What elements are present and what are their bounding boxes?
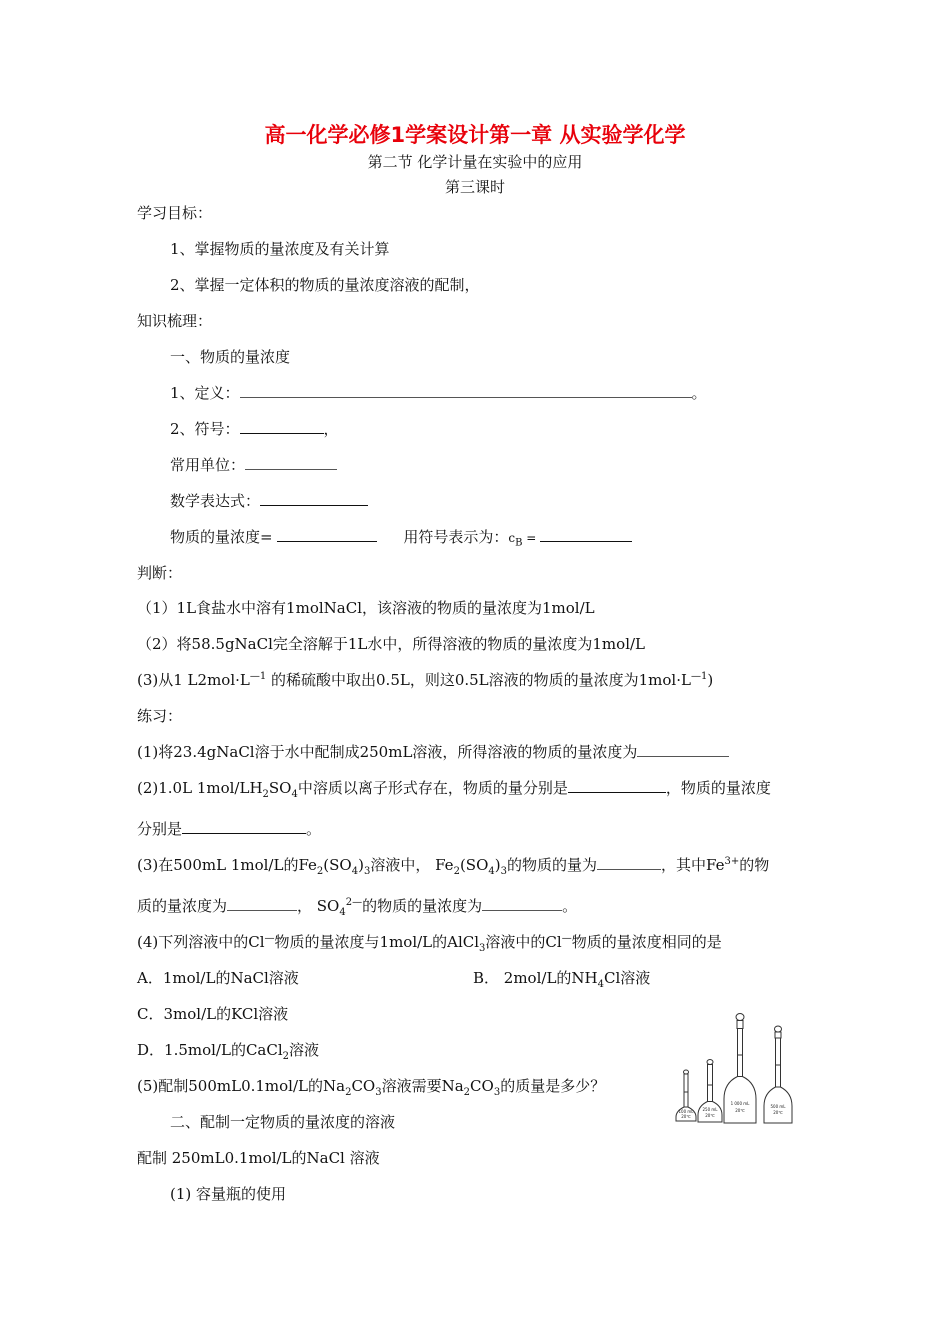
subsection-1-title: 一、物质的量浓度 <box>170 348 291 366</box>
symbol-line <box>170 418 339 440</box>
option-d[interactable]: D．1.5mol/L的CaCl$_2$溶液 <box>137 1041 320 1062</box>
expression-line <box>170 490 368 512</box>
goals-heading: 学习目标： <box>137 204 213 222</box>
practice-item-4: (4)下列溶液中的Cl—物质的量浓度与1mol/L的AlCl$_3$溶液中的Cl—物质的量浓度相同的是 <box>137 933 722 954</box>
cb-blank[interactable] <box>540 526 632 542</box>
flask-100ml-temp: 20℃ <box>681 1114 691 1119</box>
practice-item-5: (5)配制500mL0.1mol/L的$Na_2CO_3$溶液需要$Na_2CO_3$的质量是多少？ <box>137 1077 606 1098</box>
flask-250ml-temp: 20℃ <box>705 1113 715 1118</box>
prep-task: 配制 250mL0.1mol/L的NaCl 溶液 <box>137 1149 380 1167</box>
concentration-line <box>170 526 632 549</box>
practice-item-3-cont: 质的量浓度为 ， $SO_4^{2—}$的物质的量浓度为 。 <box>137 897 578 918</box>
symbol-blank[interactable] <box>240 418 324 434</box>
expression-blank[interactable] <box>260 490 368 506</box>
practice-heading: 练习： <box>137 707 183 725</box>
practice-item-3: (3)在500mL 1mol/L的$Fe_2(SO_4)_3$溶液中， $Fe_2(SO_4)_3$的物质的量为 ，其中$Fe^{3+}$的物 <box>137 856 770 877</box>
judge-item-3: (3)从1 $L2mol\cdot L^{—1}$ 的稀硫酸中取出0.5L，则这0.5L溶液的物质的量浓度为$1mol\cdot L^{—1}$) <box>137 671 714 689</box>
cb-symbol: $c_B$ = <box>508 531 541 549</box>
practice-3-blank-a[interactable] <box>597 854 661 870</box>
practice-item-2: (2)1.0L $1mol/LH_2SO_4$中溶质以离子形式存在，物质的量分别是 ，物质的量浓度 <box>137 779 771 800</box>
concentration-symbol-label: 用符号表示为： <box>403 528 509 546</box>
practice-3-blank-b[interactable] <box>227 895 297 911</box>
unit-blank[interactable] <box>245 454 337 470</box>
practice-item-2-cont: 分别是 。 <box>137 820 322 838</box>
practice-1-blank[interactable] <box>637 741 729 757</box>
judge-item-1: （1）1L食盐水中溶有1molNaCl，该溶液的物质的量浓度为1mol/L <box>137 599 595 617</box>
symbol-end: ， <box>323 420 339 438</box>
goal-item-1: 1、掌握物质的量浓度及有关计算 <box>170 240 390 258</box>
definition-end: 。 <box>691 384 707 402</box>
prep-step-1: (1) 容量瓶的使用 <box>170 1185 287 1203</box>
flask-1000ml-volume: 1 000 mL <box>730 1101 750 1106</box>
definition-line <box>170 382 707 404</box>
flask-500ml-temp: 20℃ <box>773 1110 783 1115</box>
symbol-label: 2、符号： <box>170 420 240 438</box>
flask-1000ml-temp: 20℃ <box>735 1108 745 1113</box>
definition-blank[interactable] <box>240 382 692 398</box>
option-a[interactable]: A．1mol/L的NaCl溶液 <box>137 969 299 987</box>
judge-item-2: （2）将58.5gNaCl完全溶解于1L水中，所得溶液的物质的量浓度为1mol/L <box>137 635 646 653</box>
option-c[interactable]: C．3mol/L的KCl溶液 <box>137 1005 289 1023</box>
flask-250ml-volume: 250 mL <box>702 1107 718 1112</box>
lesson-title: 第三课时 <box>444 178 505 196</box>
expression-label: 数学表达式： <box>170 492 261 510</box>
unit-line <box>170 454 337 476</box>
option-b[interactable]: B． 2mol/L的$NH_4Cl$溶液 <box>473 969 651 990</box>
volumetric-flasks-figure <box>674 1013 802 1125</box>
practice-2-blank-a[interactable] <box>568 777 666 793</box>
practice-3-blank-c[interactable] <box>482 895 562 911</box>
goal-item-2: 2、掌握一定体积的物质的量浓度溶液的配制， <box>170 276 480 294</box>
concentration-label: 物质的量浓度= <box>170 528 273 546</box>
page-title: 高一化学必修1学案设计第一章 从实验学化学 <box>264 123 686 147</box>
judge-heading: 判断： <box>137 564 183 582</box>
definition-label: 1、定义： <box>170 384 240 402</box>
flask-1000ml <box>724 1014 756 1124</box>
concentration-blank[interactable] <box>277 526 377 542</box>
practice-item-1: (1)将23.4gNaCl溶于水中配制成250mL溶液，所得溶液的物质的量浓度为 <box>137 741 729 763</box>
subsection-2-title: 二、配制一定物质的量浓度的溶液 <box>170 1113 396 1131</box>
flask-100ml-volume: 100 mL <box>678 1109 694 1114</box>
unit-label: 常用单位： <box>170 456 246 474</box>
review-heading: 知识梳理： <box>137 312 213 330</box>
flask-500ml-volume: 500 mL <box>770 1104 786 1109</box>
section-title: 第二节 化学计量在实验中的应用 <box>367 153 583 171</box>
practice-2-blank-b[interactable] <box>182 818 306 834</box>
